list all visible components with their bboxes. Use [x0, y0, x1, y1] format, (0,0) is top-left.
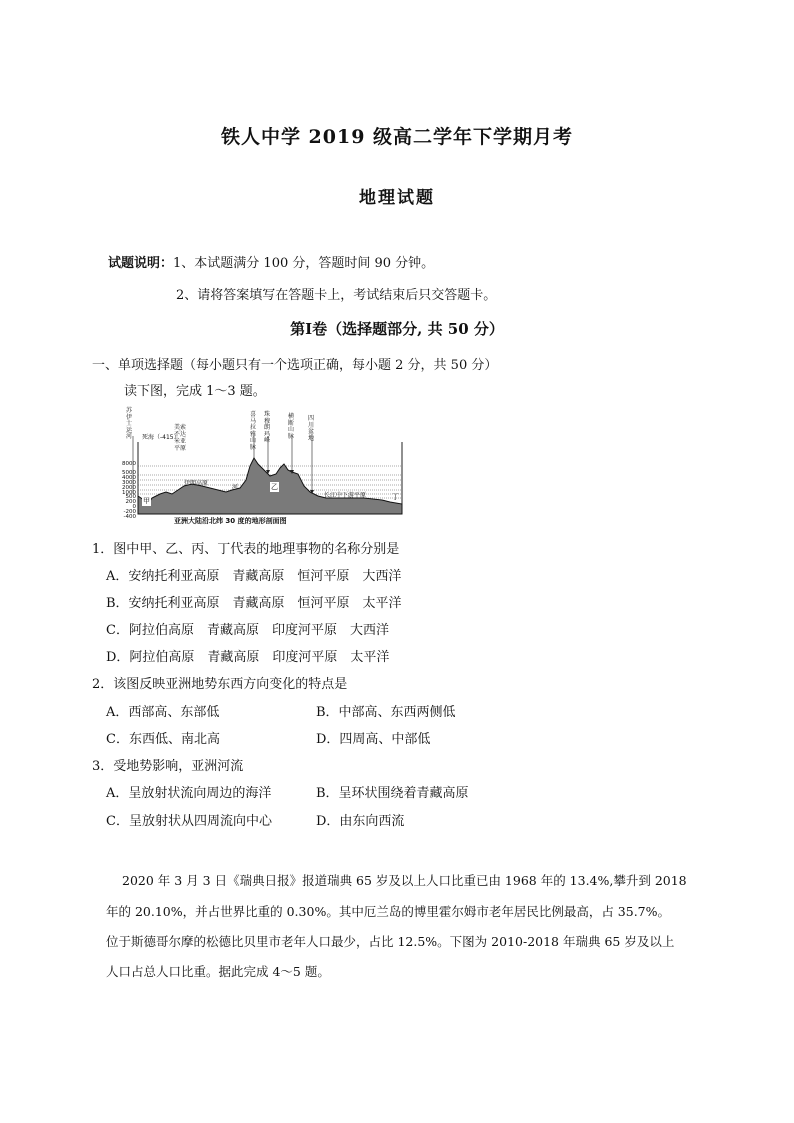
y-axis-ticks — [110, 462, 136, 520]
part-one-intro: 读下图，完成 1～3 题。 — [124, 384, 266, 399]
question-1-stem: 1．图中甲、乙、丙、丁代表的地理事物的名称分别是 — [92, 542, 400, 557]
question-3-option-d: D．由东向西流 — [316, 814, 405, 829]
question-3-stem: 3．受地势影响，亚洲河流 — [92, 759, 244, 774]
y-tick: 8000 — [122, 461, 136, 467]
question-2-option-b: B．中部高、东西两侧低 — [316, 705, 456, 720]
y-tick: 1000 — [122, 489, 136, 496]
y-tick: 0 — [132, 504, 136, 511]
label-yi: 乙 — [271, 483, 278, 491]
subject-title: 地理试题 — [359, 188, 435, 208]
school-title: 铁人中学 2019 级高二学年下学期月考 — [220, 126, 574, 148]
y-tick: 3000 — [122, 479, 136, 486]
question-2-option-a: A．西部高、东部低 — [106, 705, 220, 720]
label-qomolangma: 珠穆朗玛峰 — [264, 411, 271, 444]
question-3-option-a: A．呈放射状流向周边的海洋 — [106, 786, 272, 801]
y-tick: -200 — [123, 509, 136, 516]
part-one-heading: 一、单项选择题（每小题只有一个选项正确，每小题 2 分，共 50 分） — [92, 358, 498, 373]
y-tick: -400 — [123, 514, 136, 521]
label-ding: 丁 — [392, 493, 399, 501]
label-he: 河 — [232, 484, 239, 491]
question-2-stem: 2．该图反映亚洲地势东西方向变化的特点是 — [92, 677, 348, 692]
y-tick: 200 — [125, 499, 136, 506]
section-title: 第Ⅰ卷（选择题部分, 共 50 分） — [290, 320, 504, 338]
instructions-line-1 — [108, 252, 434, 271]
label-jia: 甲 — [143, 497, 150, 505]
label-yangtze-plain: 长江中下游平原 — [324, 492, 367, 499]
instructions-line-2: 2、请将答案填写在答题卡上，考试结束后只交答题卡。 — [176, 288, 497, 303]
question-3-option-c: C．呈放射状从四周流向中心 — [106, 814, 272, 829]
label-sichuan: 四川盆地 — [308, 415, 315, 442]
question-1-option-a: A．安纳托利亚高原 青藏高原 恒河平原 大西洋 — [106, 569, 402, 584]
passage-line-4: 人口占总人口比重。据此完成 4～5 题。 — [106, 964, 330, 979]
label-iran: 伊朗高原 — [184, 480, 209, 487]
y-tick: 4000 — [122, 474, 136, 481]
passage-line-3: 位于斯德哥尔摩的松德比贝里市老年人口最少，占比 12.5%。下图为 2010-2018 年瑞典 65 岁及以上 — [106, 934, 675, 949]
instructions-label: 试题说明： — [108, 256, 174, 271]
label-suez: 苏伊士运河 — [126, 407, 133, 440]
question-2-option-d: D．四周高、中部低 — [316, 732, 431, 747]
passage-line-2: 年的 20.10%，并占世界比重的 0.30%。其中厄兰岛的博里霍尔姆市老年居民比例最高，占 35.7%。 — [106, 904, 671, 919]
instructions-text-1: 1、本试题满分 100 分，答题时间 90 分钟。 — [173, 256, 435, 271]
label-dead-sea: 死海（-415） — [142, 434, 180, 441]
passage-line-1: 2020 年 3 月 3 日《瑞典日报》报道瑞典 65 岁及以上人口比重已由 1968 年的 13.4%,攀升到 2018 — [122, 873, 687, 888]
y-tick: 500 — [125, 494, 136, 501]
label-himalaya: 喜马拉雅山脉 — [250, 411, 257, 451]
question-1-option-b: B．安纳托利亚高原 青藏高原 恒河平原 太平洋 — [106, 596, 402, 611]
label-hengduan: 横断山脉 — [288, 413, 295, 440]
y-tick: 2000 — [122, 484, 136, 491]
label-mesopotamia: 美索不达米亚平原 — [174, 424, 187, 452]
figure-caption: 亚洲大陆沿北纬 30 度的地形剖面图 — [174, 517, 287, 525]
question-3-option-b: B．呈环状围绕着青藏高原 — [316, 786, 469, 801]
question-2-option-c: C．东西低、南北高 — [106, 732, 220, 747]
terrain-profile-figure — [114, 406, 404, 530]
question-1-option-d: D．阿拉伯高原 青藏高原 印度河平原 太平洋 — [106, 650, 390, 665]
y-tick: 5000 — [122, 469, 136, 476]
question-1-option-c: C．阿拉伯高原 青藏高原 印度河平原 大西洋 — [106, 623, 389, 638]
